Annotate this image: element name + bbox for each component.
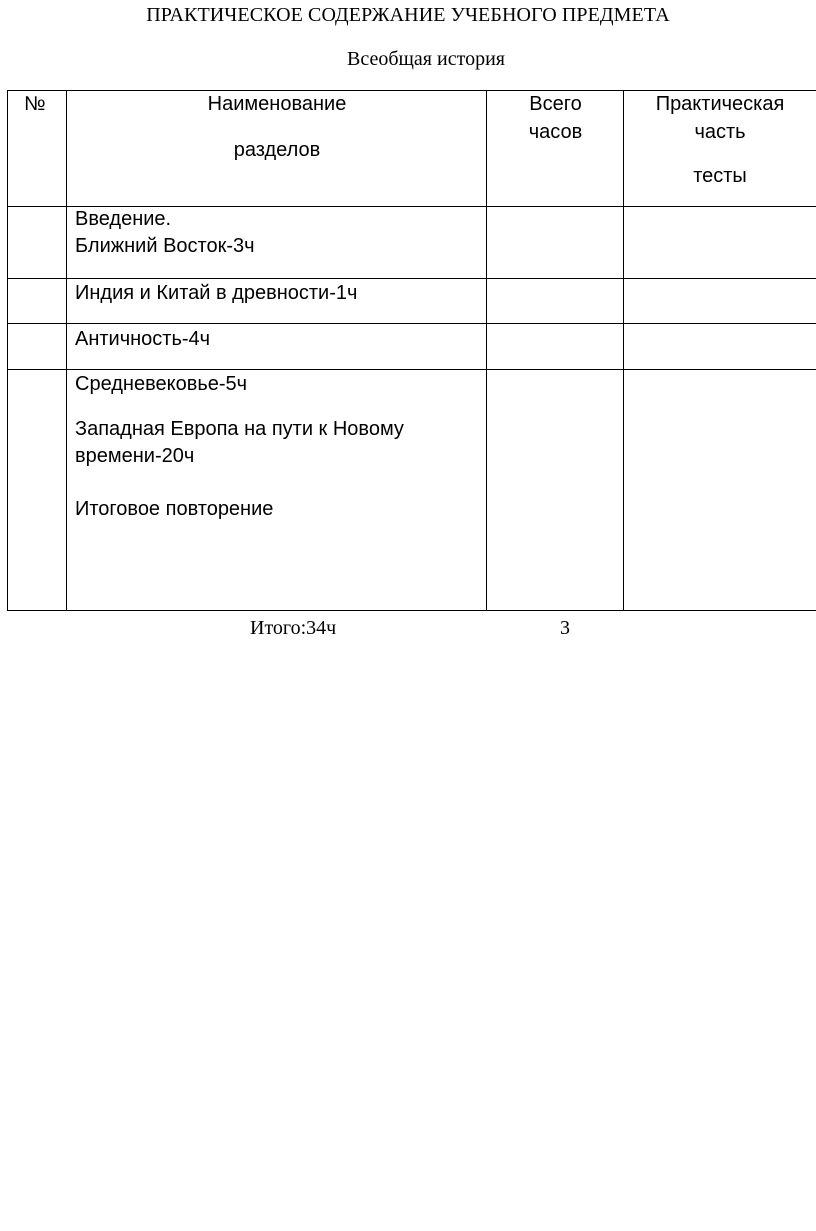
sections-table — [7, 90, 816, 611]
header-name-line2: разделов — [233, 139, 321, 161]
row4-line3: времени-20ч — [75, 445, 195, 467]
header-practical-line2: часть — [694, 121, 746, 143]
document-subtitle: Всеобщая история — [347, 48, 505, 70]
table-divider-row2 — [7, 323, 816, 324]
table-border-left — [7, 90, 8, 611]
row4-line4: Итоговое повторение — [75, 498, 274, 520]
total-hours: 3 — [560, 617, 570, 639]
table-column-divider-name — [486, 90, 487, 611]
document-title: ПРАКТИЧЕСКОЕ СОДЕРЖАНИЕ УЧЕБНОГО ПРЕДМЕТА — [146, 4, 670, 26]
table-divider-row1 — [7, 278, 816, 279]
total-label: Итого:34ч — [250, 617, 337, 639]
header-practical-line3: тесты — [693, 165, 747, 187]
header-hours-line1: Всего — [529, 93, 582, 115]
row2-line1: Индия и Китай в древности-1ч — [75, 282, 358, 304]
table-divider-row3 — [7, 369, 816, 370]
table-column-divider-number — [66, 90, 67, 611]
row1-line1: Введение. — [75, 208, 172, 230]
header-name-line1: Наименование — [207, 93, 347, 115]
header-practical-line1: Практическая — [655, 93, 785, 115]
table-border-bottom — [7, 610, 816, 611]
row4-line2: Западная Европа на пути к Новому — [75, 418, 404, 440]
row4-line1: Средневековье-5ч — [75, 373, 248, 395]
header-number: № — [24, 93, 46, 115]
row1-line2: Ближний Восток-3ч — [75, 235, 255, 257]
row3-line1: Античность-4ч — [75, 328, 211, 350]
header-hours-line2: часов — [528, 121, 583, 143]
